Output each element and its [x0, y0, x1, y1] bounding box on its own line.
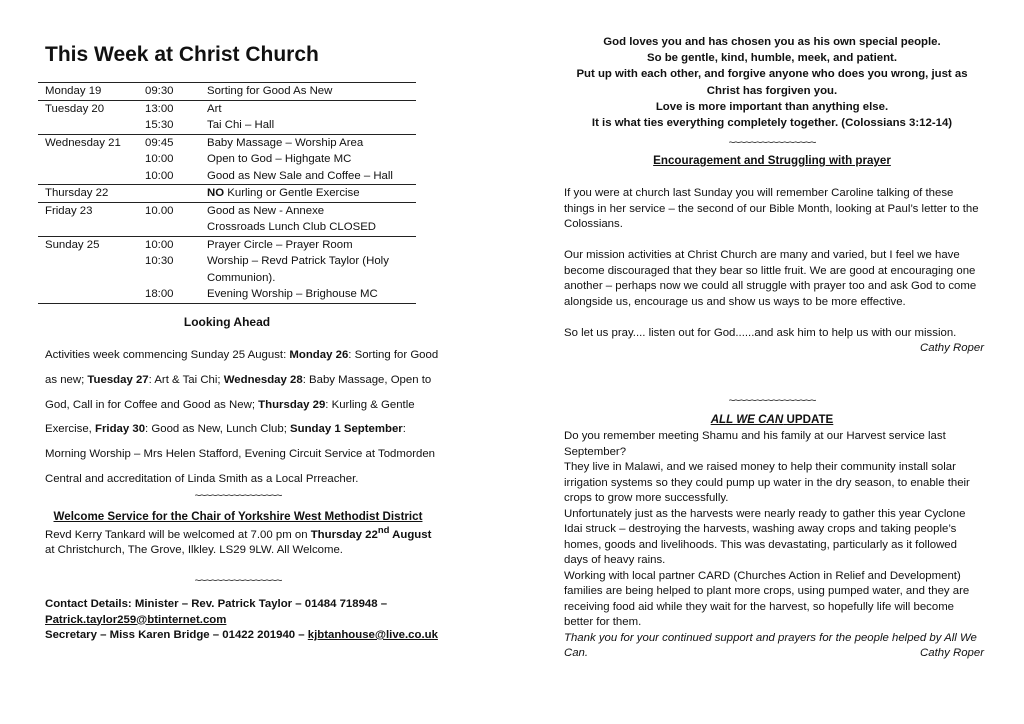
schedule-row [38, 117, 416, 134]
la-day: Monday 26 [289, 349, 349, 361]
schedule-time: 09:45 [145, 136, 174, 149]
welcome-heading: Welcome Service for the Chair of Yorkshire West Methodist District [53, 510, 423, 523]
schedule-event: Communion). [207, 271, 276, 284]
schedule-row [38, 237, 416, 254]
schedule-row [38, 83, 416, 100]
divider: ~~~~~~~~~~~~~~~~ [194, 575, 282, 587]
schedule-event: Worship – Revd Patrick Taylor (Holy [207, 255, 389, 267]
schedule-time: 10.00 [145, 204, 174, 217]
welcome-text [38, 523, 438, 559]
quote-line: Love is more important than anything else. [655, 100, 889, 113]
schedule-event: Good as New - Annexe [207, 204, 325, 217]
quote-line: Put up with each other, and forgive anyone who does you wrong, just as [576, 68, 968, 81]
divider: ~~~~~~~~~~~~~~~~ [728, 137, 816, 149]
prayer-closing: So let us pray.... listen out for God......and ask him to help us with our mission. [564, 326, 957, 339]
secretary-email-link[interactable]: kjbtanhouse@live.co.uk [307, 629, 438, 641]
prayer-article [564, 186, 984, 357]
schedule-time: 10:30 [145, 255, 174, 267]
looking-ahead-heading: Looking Ahead [183, 315, 271, 329]
schedule-event: Art [207, 102, 222, 115]
schedule-row [38, 270, 416, 287]
schedule-row [38, 151, 416, 168]
la-day: Wednesday 28 [223, 373, 303, 386]
update-signature: Cathy Roper [920, 647, 984, 659]
schedule-day: Friday 23 [45, 204, 93, 217]
schedule-row [38, 101, 416, 118]
quote-line: So be gentle, kind, humble, meek, and patient. [646, 52, 897, 65]
schedule-time: 13:00 [145, 102, 174, 115]
contact-minister: Contact Details: Minister – Rev. Patrick Taylor – 01484 718948 – [45, 598, 388, 610]
schedule-row [38, 185, 416, 202]
schedule-day: Tuesday 20 [45, 102, 105, 115]
schedule-event: Evening Worship – Brighouse MC [207, 288, 378, 300]
contact-details [45, 597, 465, 644]
secretary-text: Secretary – Miss Karen Bridge – 01422 201940 – [45, 629, 308, 641]
la-day: Friday 30 [95, 423, 146, 436]
schedule-time: 18:00 [145, 288, 174, 300]
welcome-text-b: at Christchurch, The Grove, Ilkley. LS29 9LW. All Welcome. [45, 544, 343, 557]
update-paragraph: Working with local partner CARD (Churches Action in Relief and Development) families are being helped to plant more crops, using pumped water, and they are receiving food aid while they wait for the harvest, so hopefully life will become better for them. [564, 569, 970, 628]
update-article [564, 429, 984, 662]
quote-line: Christ has forgiven you. [706, 84, 838, 97]
schedule-event: Prayer Circle – Prayer Room [207, 238, 353, 251]
update-paragraph: Do you remember meeting Shamu and his family at our Harvest service last September? [564, 430, 946, 458]
prayer-paragraph: Our mission activities at Christ Church are many and varied, but I feel we have become discouraged that they bear so little fruit. We are good at encouraging one another – perhaps now we could all struggle with prayer too and ask God to come alongside us, encourage us and show us ways to be more effective. [564, 249, 977, 308]
la-day: Tuesday 27 [87, 373, 149, 386]
la-text: : Good as New, Lunch Club; [145, 423, 291, 436]
prayer-heading: Encouragement and Struggling with prayer [653, 154, 891, 167]
contact-secretary [45, 628, 465, 644]
schedule-day-tuesday [38, 101, 416, 135]
la-text: : Morning Worship – Mrs Helen Stafford, Evening Circuit Service at Todmorden Central and accreditation of Linda Smith as a Local Prreacher. [45, 423, 435, 485]
la-text: : Baby Massage, Open to God, Call in for Coffee and Good as New; [45, 373, 432, 411]
prayer-paragraph [564, 326, 984, 354]
welcome-date [310, 525, 432, 541]
schedule-day [38, 117, 145, 134]
schedule-day [38, 151, 145, 168]
weekly-schedule [38, 82, 416, 304]
welcome-section [38, 510, 438, 559]
schedule-event: Tai Chi – Hall [207, 119, 275, 131]
update-heading [560, 413, 984, 426]
schedule-event: Crossroads Lunch Club CLOSED [207, 221, 377, 233]
schedule-day: Thursday 22 [45, 187, 109, 199]
update-paragraph: Unfortunately just as the harvests were nearly ready to gather this year Cyclone Idai struck – destroying the harvests, washing away crops and taking people’s homes, goods and livelihoods. This was devastating, particularly as it followed days of heavy rains. [564, 507, 966, 566]
schedule-time: 10:00 [145, 169, 174, 182]
schedule-day: Monday 19 [45, 85, 102, 97]
all-we-can-heading: ALL WE CAN [710, 413, 784, 426]
quote-line: God loves you and has chosen you as his own special people. [603, 36, 941, 48]
schedule-event [207, 185, 416, 202]
schedule-time: 10:00 [145, 153, 174, 165]
la-text: : Kurling & Gentle Exercise, [45, 398, 415, 436]
update-paragraph: They live in Malawi, and we raised money to help their community install solar irrigation systems so they could pump up water in the dry season, to enable their crops to grow more successfully. [564, 461, 970, 504]
update-thanks [564, 631, 984, 662]
welcome-date-day: Thursday 22 [310, 528, 378, 541]
schedule-day-friday [38, 203, 416, 237]
prayer-paragraph: If you were at church last Sunday you will remember Caroline talking of these things in her service – the second of our Bible Month, looking at Paul’s letter to the Colossians. [564, 187, 979, 230]
schedule-time [145, 270, 207, 287]
update-word: UPDATE [783, 413, 834, 426]
schedule-row [38, 135, 416, 152]
prayer-signature: Cathy Roper [920, 342, 984, 354]
schedule-day-wednesday [38, 135, 416, 186]
welcome-date-sup: nd [377, 525, 390, 536]
la-text: : Art & Tai Chi; [148, 373, 224, 386]
schedule-event: Baby Massage – Worship Area [207, 136, 364, 149]
divider: ~~~~~~~~~~~~~~~~ [728, 395, 816, 407]
schedule-row [38, 219, 416, 236]
welcome-date-month: August [389, 528, 432, 541]
la-text: : Sorting for Good as new; [45, 349, 439, 386]
schedule-row [38, 286, 416, 303]
schedule-day [38, 219, 145, 236]
schedule-day [38, 270, 145, 287]
schedule-event: Good as New Sale and Coffee – Hall [207, 169, 393, 182]
schedule-time: 09:30 [145, 85, 174, 97]
looking-ahead-text [38, 343, 445, 492]
schedule-row [38, 253, 416, 270]
la-day: Thursday 29 [258, 398, 326, 411]
welcome-text-a: Revd Kerry Tankard will be welcomed at 7.00 pm on [45, 528, 311, 541]
event-text: Kurling or Gentle Exercise [224, 187, 360, 199]
schedule-day: Wednesday 21 [45, 136, 121, 149]
page-title: This Week at Christ Church [45, 43, 319, 66]
la-day: Sunday 1 September [290, 423, 403, 436]
schedule-day [38, 253, 145, 270]
schedule-day-monday [38, 83, 416, 101]
divider: ~~~~~~~~~~~~~~~~ [194, 490, 282, 502]
looking-ahead-intro: Activities week commencing Sunday 25 August: [45, 349, 290, 361]
schedule-time [145, 185, 207, 202]
schedule-row [38, 203, 416, 220]
thanks-text: Thank you for your continued support and prayers for the people helped by All We Can. [564, 631, 977, 659]
schedule-day [38, 168, 145, 185]
schedule-time: 10:00 [145, 238, 174, 251]
schedule-time: 15:30 [145, 119, 174, 131]
schedule-time [145, 219, 207, 236]
schedule-row [38, 168, 416, 185]
emphasis-no: NO [207, 187, 225, 199]
schedule-event: Open to God – Highgate MC [207, 153, 352, 165]
schedule-day-sunday [38, 237, 416, 304]
schedule-day: Sunday 25 [45, 238, 100, 251]
scripture-quote [540, 34, 1004, 131]
schedule-event: Sorting for Good As New [207, 85, 333, 97]
schedule-day-thursday [38, 185, 416, 203]
minister-email-link[interactable]: Patrick.taylor259@btinternet.com [45, 613, 227, 626]
schedule-day [38, 286, 145, 303]
quote-line: It is what ties everything completely together. (Colossians 3:12-14) [591, 117, 953, 130]
